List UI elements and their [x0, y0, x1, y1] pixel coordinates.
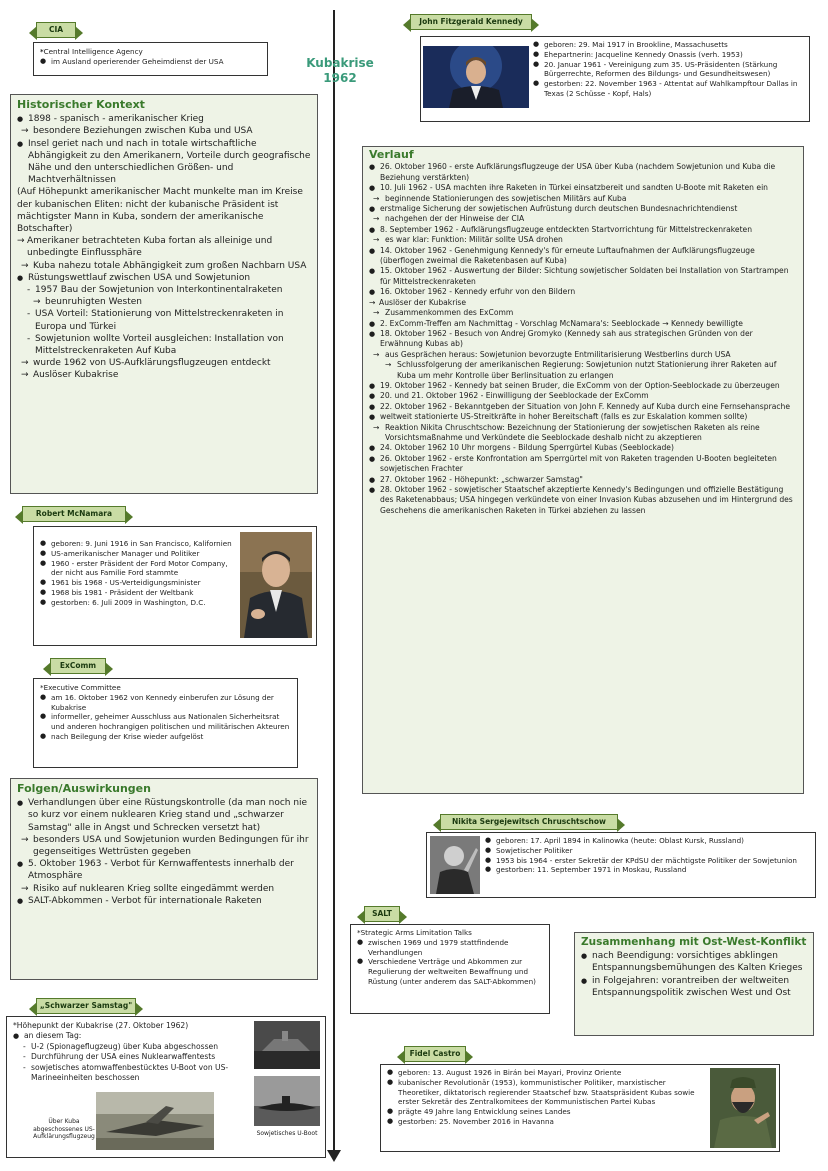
kennedy-item: ● gestorben: 22. November 1963 - Attentat auf Wahlkampftour Dallas in Texas (2 Schüsse - Kopf, Hals)	[533, 79, 803, 99]
mcnamara-photo	[240, 532, 312, 638]
caption-submarine: Sowjetisches U-Boot	[256, 1130, 318, 1137]
historischer-kontext-line: → Auslöser Kubakrise	[17, 369, 311, 381]
chruschtschow-item: ● geboren: 17. April 1894 in Kalinowka (heute: Oblast Kursk, Russland)	[485, 836, 809, 846]
chruschtschow-banner: Nikita Sergejewitsch Chruschtschow	[440, 814, 618, 830]
verlauf-line: → Auslöser der Kubakrise	[369, 298, 797, 308]
title-year: 1962	[323, 71, 357, 85]
mcnamara-item: ● 1960 - erster Präsident der Ford Motor Company, der nicht aus Familie Ford stammte	[40, 559, 236, 579]
verlauf-line: ● 16. Oktober 1962 - Kennedy erfuhr von den Bildern	[369, 287, 797, 297]
chruschtschow-photo	[430, 836, 480, 894]
castro-item: ● prägte 49 Jahre lang Entwicklung seines Landes	[387, 1107, 703, 1117]
castro-item: ● kubanischer Revolutionär (1953), kommunistischer Politiker, marxistischer Theoretiker, diktatorisch regierender Staatschef bzw. Staatspräsident Kubas sowie erster Sekretär des Zentralkomitees der Kommunistischen Partei Kubas	[387, 1078, 703, 1107]
verlauf-line: ● 22. Oktober 1962 - Bekanntgeben der Situation von John F. Kennedy auf Kuba durch eine Fernsehansprache	[369, 402, 797, 412]
verlauf-line: ● 19. Oktober 1962 - Kennedy bat seinen Bruder, die ExComm von der Option-Seeblockade zu überzeugen	[369, 381, 797, 391]
castro-banner: Fidel Castro	[404, 1046, 466, 1062]
kennedy-photo	[423, 46, 529, 108]
historischer-kontext-line: - 1957 Bau der Sowjetunion von Interkontinentalraketen	[17, 284, 311, 296]
mcnamara-item: ● geboren: 9. Juni 1916 in San Francisco, Kalifornien	[40, 539, 236, 549]
title-text: Kubakrise	[306, 56, 374, 70]
verlauf-line: ● 26. Oktober 1962 - erste Konfrontation am Sperrgürtel mit von Raketen tragenden U-Booten begleiteten sowjetischen Frachter	[369, 454, 797, 475]
verlauf-line: ● 10. Juli 1962 - USA machten ihre Raketen in Türkei einsatzbereit und sandten U-Boote mit Raketen ein	[369, 183, 797, 193]
historischer-kontext-title: Historischer Kontext	[17, 98, 145, 111]
salt-item: ● zwischen 1969 und 1979 stattfindende Verhandlungen	[357, 938, 543, 958]
verlauf-line: ● weltweit stationierte US-Streitkräfte in hoher Bereitschaft (falls es zur Eskalation kommen sollte)	[369, 412, 797, 422]
chruschtschow-box	[426, 832, 816, 898]
samstag-photo-submarine	[254, 1076, 320, 1126]
samstag-dash: - sowjetisches atomwaffenbestücktes U-Boot von US-Marineeinheiten beschossen	[13, 1063, 251, 1084]
excomm-star: *Executive Committee	[40, 683, 121, 692]
verlauf-line: → nachgehen der der Hinweise der CIA	[369, 214, 797, 224]
samstag-banner: „Schwarzer Samstag"	[36, 998, 136, 1014]
mcnamara-item: ● US-amerikanischer Manager und Politiker	[40, 549, 236, 559]
cia-item: ● im Ausland operierender Geheimdienst der USA	[40, 57, 261, 67]
samstag-photo-plane	[96, 1092, 214, 1150]
verlauf-line: → es war klar: Funktion: Militär sollte USA drohen	[369, 235, 797, 245]
ostwest-panel	[574, 932, 814, 1036]
cia-box	[33, 42, 268, 76]
kennedy-item: ● geboren: 29. Mai 1917 in Brookline, Massachusetts	[533, 40, 803, 50]
castro-item: ● geboren: 13. August 1926 in Birán bei Mayari, Provinz Oriente	[387, 1068, 703, 1078]
salt-star: *Strategic Arms Limitation Talks	[357, 928, 472, 937]
excomm-box	[33, 678, 298, 768]
verlauf-line: → Schlussfolgerung der amerikanischen Regierung: Sowjetunion nutzt Stationierung ihrer Raketen auf Kuba um mehr Kontrolle über Berlinsituation zu erlangen	[369, 360, 797, 381]
historischer-kontext-line: (Auf Höhepunkt amerikanischer Macht munkelte man im Kreise der kubanischen Eliten: nicht der kubanische Präsident ist mächtigster Mann in Kuba, sondern der amerikanische Botschafter)	[17, 187, 303, 235]
verlauf-line: ● 15. Oktober 1962 - Auswertung der Bilder: Sichtung sowjetischer Soldaten bei Installation von Startrampen für Mittelstreckenraketen	[369, 266, 797, 287]
historischer-kontext-line: ● 1898 - spanisch - amerikanischer Krieg	[17, 113, 311, 125]
verlauf-line: ● 18. Oktober 1962 - Besuch von Andrej Gromyko (Kennedy sah aus strategischen Gründen von der Erwähnung Kubas ab)	[369, 329, 797, 350]
ostwest-item: ● nach Beendigung: vorsichtiges abklingen Entspannungsbemühungen des Kalten Krieges	[581, 950, 807, 974]
folgen-line: ● 5. Oktober 1963 - Verbot für Kernwaffentests innerhalb der Atmosphäre	[17, 858, 311, 882]
timeline-arrow	[327, 1150, 341, 1162]
salt-box	[350, 924, 550, 1014]
page-title	[290, 56, 390, 86]
excomm-banner: ExComm	[50, 658, 106, 674]
verlauf-line: → aus Gesprächen heraus: Sowjetunion bevorzugte Entmilitarisierung Westberlins durch USA	[369, 350, 797, 360]
historischer-kontext-line: → beunruhigten Westen	[17, 296, 311, 308]
verlauf-panel	[362, 146, 804, 794]
historischer-kontext-panel	[10, 94, 318, 494]
mcnamara-item: ● gestorben: 6. Juli 2009 in Washington, D.C.	[40, 598, 236, 608]
historischer-kontext-line: ● Insel geriet nach und nach in totale wirtschaftliche Abhängigkeit zu den Amerikanern, Vorteile durch geografische Nähe und den unterschiedlichen Größen- und Machtverhältnissen	[17, 138, 311, 187]
samstag-dash: - Durchführung der USA eines Nuklearwaffentests	[13, 1052, 251, 1062]
historischer-kontext-line: ● Rüstungswettlauf zwischen USA und Sowjetunion	[17, 272, 311, 284]
folgen-panel	[10, 778, 318, 980]
kennedy-banner: John Fitzgerald Kennedy	[410, 14, 532, 30]
folgen-title: Folgen/Auswirkungen	[17, 782, 151, 795]
historischer-kontext-line: → Kuba nahezu totale Abhängigkeit zum großen Nachbarn USA	[17, 260, 311, 272]
excomm-item: ● informeller, geheimer Ausschluss aus Nationalen Sicherheitsrat und anderen hochrangigen politischen und militärischen Akteuren	[40, 712, 291, 732]
ostwest-title: Zusammenhang mit Ost-West-Konflikt	[581, 936, 807, 948]
verlauf-line: ● 2. ExComm-Treffen am Nachmittag - Vorschlag McNamara's: Seeblockade → Kennedy bewilligte	[369, 319, 797, 329]
verlauf-line: ● 20. und 21. Oktober 1962 - Einwilligung der Seeblockade der ExComm	[369, 391, 797, 401]
castro-item: ● gestorben: 25. November 2016 in Havanna	[387, 1117, 703, 1127]
mcnamara-item: ● 1961 bis 1968 - US-Verteidigungsminister	[40, 578, 236, 588]
historischer-kontext-line: → besondere Beziehungen zwischen Kuba und USA	[17, 125, 311, 137]
ostwest-item: ● in Folgejahren: vorantreiben der weltweiten Entspannungspolitik zwischen West und Ost	[581, 975, 807, 999]
verlauf-line: ● 14. Oktober 1962 - Genehmigung Kennedy's für erneute Luftaufnahmen der Aufklärungsflugzeuge (überflogen zweimal die Raketenbasen auf Kuba)	[369, 246, 797, 267]
chruschtschow-item: ● 1953 bis 1964 - erster Sekretär der KPdSU der mächtigste Politiker der Sowjetunion	[485, 856, 809, 866]
samstag-star: *Höhepunkt der Kubakrise (27. Oktober 1962)	[13, 1021, 189, 1030]
historischer-kontext-line: → wurde 1962 von US-Aufklärungsflugzeugen entdeckt	[17, 357, 311, 369]
verlauf-line: ● 24. Oktober 1962 10 Uhr morgens - Bildung Sperrgürtel Kubas (Seeblockade)	[369, 443, 797, 453]
mcnamara-item: ● 1968 bis 1981 - Präsident der Weltbank	[40, 588, 236, 598]
excomm-item: ● am 16. Oktober 1962 von Kennedy einberufen zur Lösung der Kubakrise	[40, 693, 291, 713]
verlauf-line: ● 26. Oktober 1960 - erste Aufklärungsflugzeuge der USA über Kuba (nachdem Sowjetunion und Kuba die Beziehung verstärkten)	[369, 162, 797, 183]
samstag-photo-1	[254, 1021, 320, 1069]
folgen-line: ● SALT-Abkommen - Verbot für internationale Raketen	[17, 895, 311, 907]
castro-photo	[710, 1068, 776, 1148]
verlauf-line: → Reaktion Nikita Chruschtschow: Bezeichnung der Stationierung der sowjetischen Raketen als reine Vorsichtsmaßnahme und Verkündete die Seeblockade deshalb nicht zu akzeptieren	[369, 423, 797, 444]
timeline-line	[333, 10, 335, 1158]
folgen-line: → Risiko auf nuklearen Krieg sollte eingedämmt werden	[17, 883, 311, 895]
verlauf-line: ● 27. Oktober 1962 - Höhepunkt: „schwarzer Samstag"	[369, 475, 797, 485]
historischer-kontext-line: - USA Vorteil: Stationierung von Mittelstreckenraketen in Europa und Türkei	[17, 308, 311, 332]
chruschtschow-item: ● Sowjetischer Politiker	[485, 846, 809, 856]
excomm-item: ● nach Beilegung der Krise wieder aufgelöst	[40, 732, 291, 742]
salt-banner: SALT	[364, 906, 400, 922]
chruschtschow-item: ● gestorben: 11. September 1971 in Moskau, Russland	[485, 865, 809, 875]
kennedy-item: ● Ehepartnerin: Jacqueline Kennedy Onassis (verh. 1953)	[533, 50, 803, 60]
historischer-kontext-line: → Amerikaner betrachteten Kuba fortan als alleinige und unbedingte Einflussphäre	[17, 235, 311, 259]
verlauf-line: ● 28. Oktober 1962 - sowjetischer Staatschef akzeptierte Kennedy's Bedingungen und offizielle Bestätigung des Raketenabbaus; USA hingegen verkündete von einer Invasion Kubas abzusehen und im Hintergrund des Geschehens die amerikanischen Raketen in Türkei abziehen zu lassen	[369, 485, 797, 516]
folgen-line: → besonders USA und Sowjetunion wurden Bedingungen für ihr gegenseitiges Wettrüsten gegeben	[17, 834, 311, 858]
cia-item: * *Central Intelligence Agency	[40, 47, 261, 57]
salt-item: ● Verschiedene Verträge und Abkommen zur Regulierung der weltweiten Bewaffnung und Rüstung (unter anderem das SALT-Abkommen)	[357, 957, 543, 986]
caption-plane: Über Kuba abgeschossenes US-Aufklärungsflugzeug	[33, 1118, 95, 1140]
folgen-line: ● Verhandlungen über eine Rüstungskontrolle (da man noch nie so kurz vor einem nuklearen Krieg stand und „schwarzer Samstag" alle in Angst und Schrecken versetzt hat)	[17, 797, 311, 834]
kennedy-item: ● 20. Januar 1961 - Vereinigung zum 35. US-Präsidenten (Stärkung Bürgerrechte, Reformen des Bildungs- und Gesundheitswesen)	[533, 60, 803, 80]
verlauf-title: Verlauf	[369, 148, 414, 161]
historischer-kontext-line: - Sowjetunion wollte Vorteil ausgleichen: Installation von Mittelstreckenraketen Auf Kuba	[17, 333, 311, 357]
samstag-bullet: ● an diesem Tag:	[13, 1031, 251, 1041]
mcnamara-banner: Robert McNamara	[22, 506, 126, 522]
verlauf-line: → Zusammenkommen des ExComm	[369, 308, 797, 318]
cia-banner: CIA	[36, 22, 76, 38]
verlauf-line: ● erstmalige Sicherung der sowjetischen Aufrüstung durch deutschen Bundesnachrichtendienst	[369, 204, 797, 214]
samstag-dash: - U-2 (Spionageflugzeug) über Kuba abgeschossen	[13, 1042, 251, 1052]
verlauf-line: → beginnende Stationierungen des sowjetischen Militärs auf Kuba	[369, 194, 797, 204]
verlauf-line: ● 8. September 1962 - Aufklärungsflugzeuge entdeckten Startvorrichtung für Mittelstreckenraketen	[369, 225, 797, 235]
